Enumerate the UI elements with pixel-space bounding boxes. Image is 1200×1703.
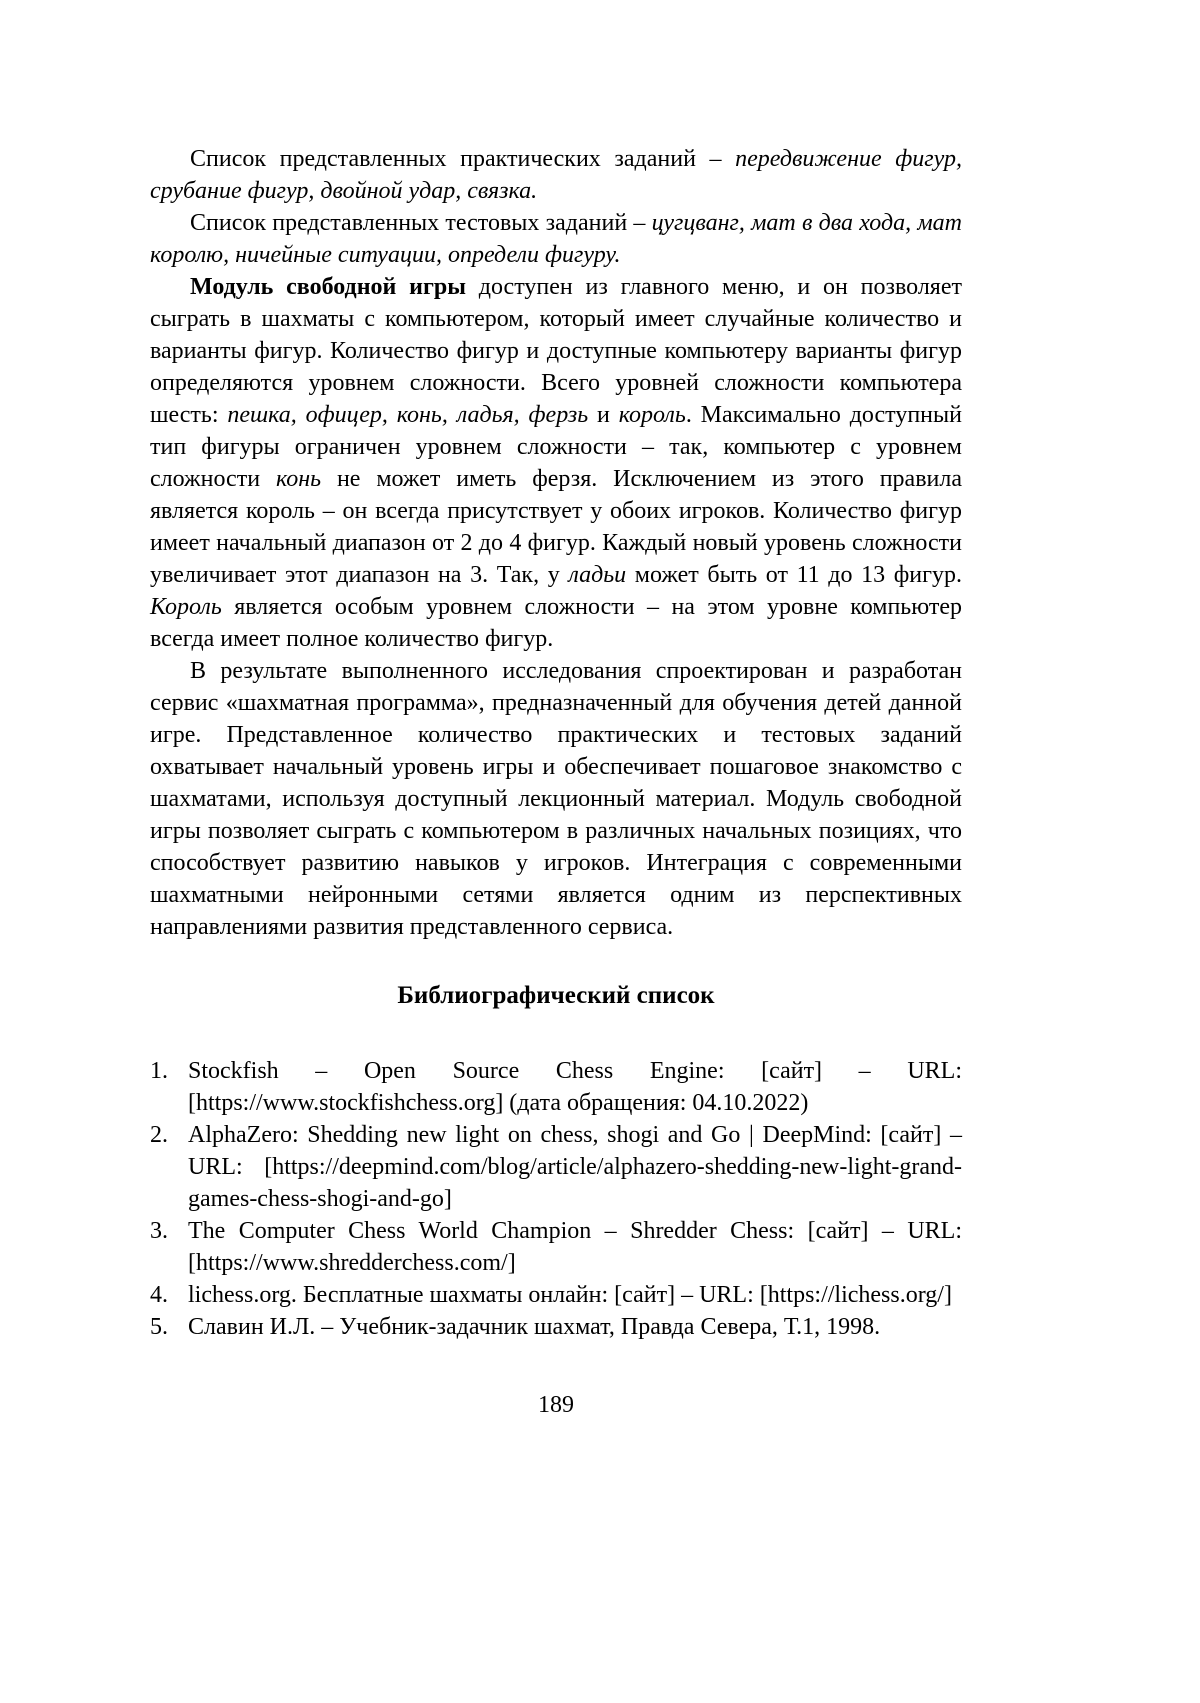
list-item — [150, 1215, 962, 1279]
list-item-text: The Computer Chess World Champion – Shredder Chess: [сайт] – URL: [https://www.shredderchess.com/] — [188, 1218, 962, 1276]
list-item — [150, 1055, 962, 1119]
list-item-number: 1. — [150, 1058, 168, 1084]
bibliography-list — [150, 1055, 962, 1343]
text-run: не может иметь ферзя. Исключением из этого правила является король – он всегда присутствует у обоих игроков. Количество фигур имеет начальный диапазон от 2 до 4 фигур. Каждый новый уровень сложности увеличивает этот диапазон на 3. Так, у — [150, 466, 963, 588]
list-item — [150, 1311, 962, 1343]
list-item-number: 5. — [150, 1314, 168, 1340]
text-run: передвижение фигур, срубание фигур, двойной удар, связка. — [150, 146, 962, 204]
text-run: пешка, офицер, конь, ладья, ферзь — [227, 402, 589, 428]
text-run: Список представленных практических заданий – — [190, 146, 736, 172]
text-run: является особым уровнем сложности – на этом уровне компьютер всегда имеет полное количество фигур. — [150, 594, 962, 652]
text-block — [150, 143, 962, 1421]
text-run: конь — [275, 466, 322, 492]
paragraph-free-play-module — [150, 271, 962, 655]
bibliography-heading: Библиографический список — [397, 982, 715, 1009]
list-item-number: 2. — [150, 1122, 168, 1148]
list-item-number: 3. — [150, 1218, 168, 1244]
paragraph-research-result — [150, 655, 962, 943]
paragraph-test-tasks — [150, 207, 962, 271]
paragraph-practical-tasks — [150, 143, 962, 207]
text-run: В результате выполненного исследования спроектирован и разработан сервис «шахматная программа», предназначенный для обучения детей данной игре. Представленное количество практических и тестовых заданий охватывает начальный уровень игры и обеспечивает пошаговое знакомство с шахматами, используя доступный лекционный материал. Модуль свободной игры позволяет сыграть с компьютером в различных начальных позициях, что способствует развитию навыков у игроков. Интеграция с современными шахматными нейронными сетями является одним из перспективных направлениями развития представленного сервиса. — [150, 658, 962, 940]
text-run: король — [618, 402, 686, 428]
text-run: ладьи — [568, 562, 627, 588]
page-number: 189 — [538, 1392, 574, 1418]
text-run: Список представленных тестовых заданий – — [190, 210, 652, 236]
list-item — [150, 1119, 962, 1215]
list-item-text: lichess.org. Бесплатные шахматы онлайн: [сайт] – URL: [https://lichess.org/] — [188, 1282, 952, 1308]
list-item-number: 4. — [150, 1282, 168, 1308]
list-item-text: Stockfish – Open Source Chess Engine: [сайт] – URL: [https://www.stockfishchess.org] (дата обращения: 04.10.2022) — [188, 1058, 962, 1116]
text-run: и — [588, 402, 619, 428]
list-item-text: AlphaZero: Shedding new light on chess, shogi and Go | DeepMind: [сайт] – URL: [https://deepmind.com/blog/article/alphazero-shedding-new-light-grand-games-chess-shogi-and-go] — [188, 1122, 962, 1212]
text-run: цугцванг, мат в два хода, мат королю, ничейные ситуации, определи фигуру. — [150, 210, 962, 268]
text-run: может быть от 11 до 13 фигур. — [626, 562, 962, 588]
text-run: . Максимально доступный тип фигуры ограничен уровнем сложности – так, компьютер с уровнем сложности — [150, 402, 962, 492]
list-item-text: Славин И.Л. – Учебник-задачник шахмат, Правда Севера, Т.1, 1998. — [188, 1314, 881, 1340]
list-item — [150, 1279, 962, 1311]
text-run: Модуль свободной игры — [190, 274, 466, 300]
text-run: доступен из главного меню, и он позволяет сыграть в шахматы с компьютером, который имеет случайные количество и варианты фигур. Количество фигур и доступные компьютеру варианты фигур определяются уровнем сложности. Всего уровней сложности компьютера шесть: — [150, 274, 962, 428]
text-run: Король — [150, 594, 222, 620]
